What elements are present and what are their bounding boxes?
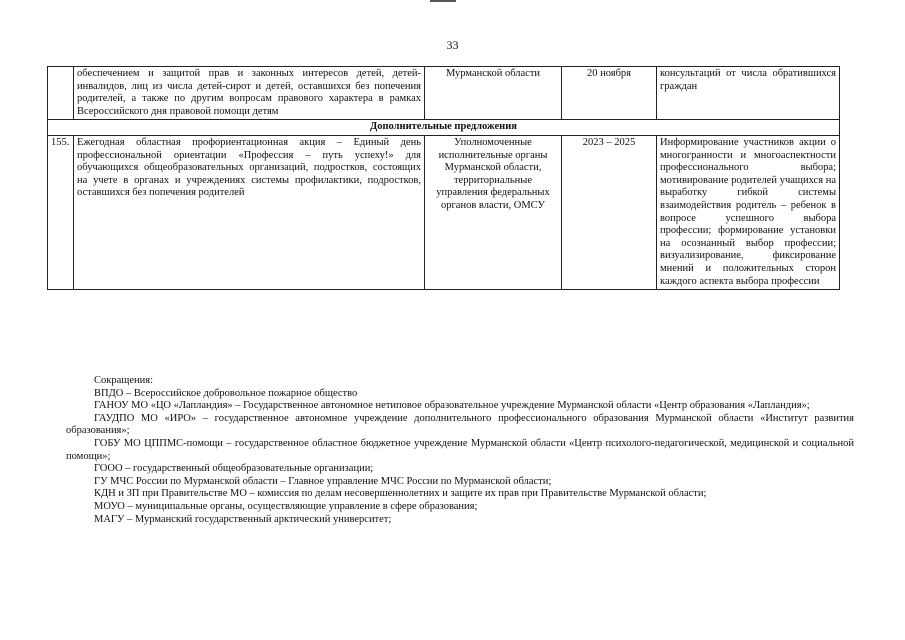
cell-number — [48, 67, 74, 120]
cell-term: 2023 – 2025 — [562, 135, 657, 289]
abbreviation-item: ГАУДПО МО «ИРО» – государственное автономное учреждение дополнительного профессионального образования Мурманской области «Институт развития образования»; — [66, 412, 854, 437]
abbreviation-item: КДН и ЗП при Правительстве МО – комиссия по делам несовершеннолетних и защите их прав при Правительстве Мурманской области; — [94, 488, 707, 500]
abbreviation-item: МОУО – муниципальные органы, осуществляющие управление в сфере образования; — [94, 500, 478, 512]
abbreviation-item: ГОБУ МО ЦППМС-помощи – государственное областное бюджетное учреждение Мурманской области «Центр психолого-педагогической, медицинской и социальной помощи»; — [66, 437, 854, 462]
cell-event: обеспечением и защитой прав и законных интересов детей, детей-инвалидов, лиц из числа детей-сирот и детей, оставшихся без попечения родителей, а также по другим вопросам правового характера в рамках Всероссийского дня правовой помощи детям — [74, 67, 425, 120]
page-number: 33 — [446, 38, 459, 52]
abbreviation-item: ВПДО – Всероссийское добровольное пожарное общество — [94, 387, 358, 399]
section-title: Дополнительные предложения — [48, 120, 840, 136]
abbreviations-heading: Сокращения: — [94, 375, 153, 386]
abbreviation-item: ГУ МЧС России по Мурманской области – Главное управление МЧС России по Мурманской области; — [94, 475, 552, 487]
cell-executors: Уполномоченные исполнительные органы Мурманской области, территориальные управления федеральных органов власти, ОМСУ — [425, 135, 562, 289]
table-section-row — [48, 120, 840, 136]
cell-result: консультаций от числа обратившихся граждан — [657, 67, 840, 120]
abbreviation-item: МАГУ – Мурманский государственный арктический университет; — [94, 513, 392, 525]
top-edge-mark — [430, 0, 456, 2]
plan-table — [47, 66, 840, 290]
abbreviation-item: ГАНОУ МО «ЦО «Лапландия» – Государственное автономное нетиповое образовательное учреждение Мурманской области «Центр образования «Лапландия»; — [94, 400, 810, 412]
cell-executors: Мурманской области — [425, 67, 562, 120]
cell-result: Информирование участников акции о многогранности и многоаспектности профессионального выбора; мотивирование родителей учащихся на выработку гибкой системы взаимодействия родитель – ребенок в вопросе успешного выбора профессии; формирование установки на осознанный выбор профессии; визуализирование, фиксирование мнений и положительных сторон каждого аспекта выбора профессии — [657, 135, 840, 289]
cell-event: Ежегодная областная профориентационная акция – Единый день профессиональной ориентации «Профессия – путь успеху!» для обучающихся общеобразовательных организаций, подростков, состоящих на учете в органах и учреждениях системы профилактики, подростков, оставшихся без попечения родителей — [74, 135, 425, 289]
table-row — [48, 135, 840, 289]
table-row-continuation — [48, 67, 840, 120]
cell-number: 155. — [48, 135, 74, 289]
abbreviation-item: ГООО – государственный общеобразовательные организации; — [94, 463, 374, 475]
cell-term: 20 ноября — [562, 67, 657, 120]
abbreviations-block — [66, 375, 854, 526]
